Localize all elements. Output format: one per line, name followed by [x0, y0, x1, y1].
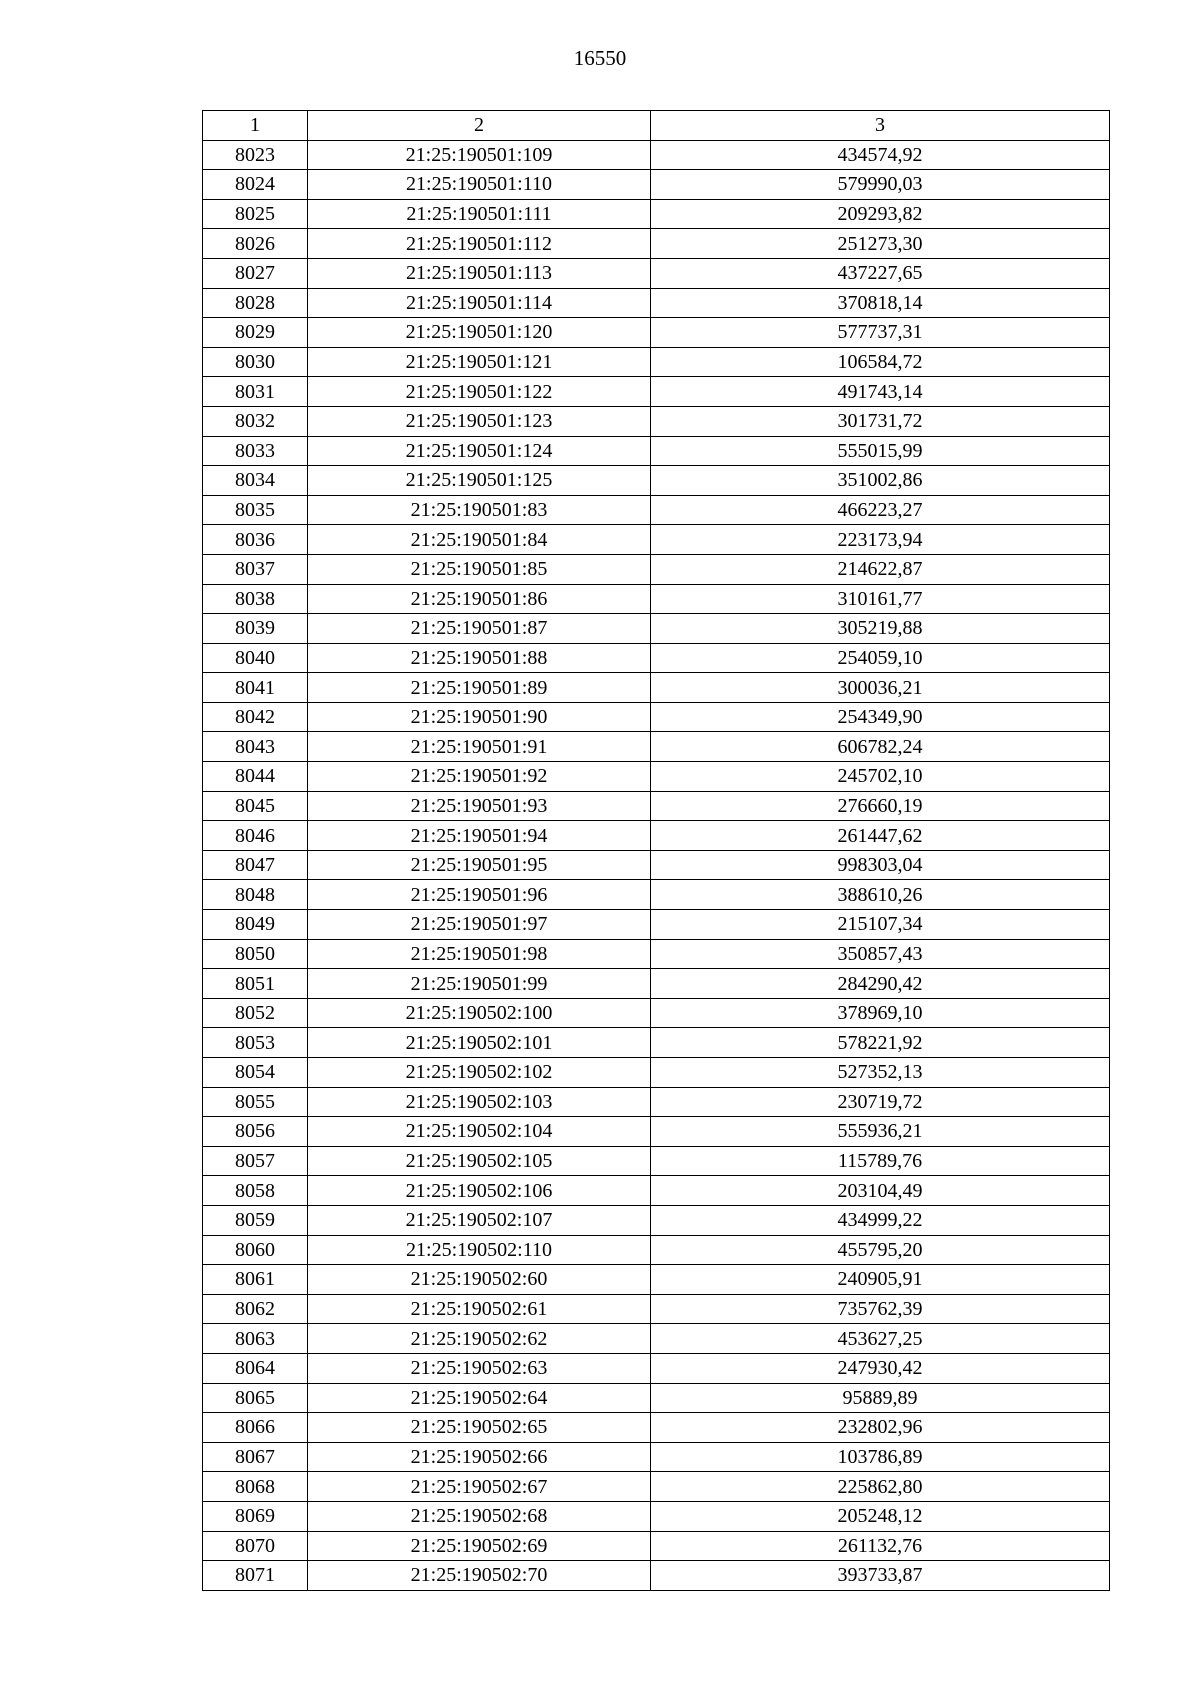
row-number-cell: 8023 [203, 140, 308, 170]
row-number-cell: 8052 [203, 998, 308, 1028]
row-number-cell: 8054 [203, 1058, 308, 1088]
table-row [203, 998, 1110, 1028]
row-number-cell: 8069 [203, 1501, 308, 1531]
cadastral-number-cell: 21:25:190501:109 [308, 140, 651, 170]
value-cell: 247930,42 [651, 1353, 1110, 1383]
row-number-cell: 8063 [203, 1324, 308, 1354]
cadastral-number-cell: 21:25:190501:84 [308, 525, 651, 555]
table-row [203, 406, 1110, 436]
table-row [203, 1265, 1110, 1295]
row-number-cell: 8026 [203, 229, 308, 259]
value-cell: 527352,13 [651, 1058, 1110, 1088]
row-number-cell: 8035 [203, 495, 308, 525]
row-number-cell: 8034 [203, 466, 308, 496]
table-body [203, 140, 1110, 1590]
row-number-cell: 8048 [203, 880, 308, 910]
cadastral-number-cell: 21:25:190502:61 [308, 1294, 651, 1324]
cadastral-number-cell: 21:25:190502:63 [308, 1353, 651, 1383]
value-cell: 393733,87 [651, 1561, 1110, 1591]
value-cell: 735762,39 [651, 1294, 1110, 1324]
value-cell: 998303,04 [651, 850, 1110, 880]
cadastral-number-cell: 21:25:190501:125 [308, 466, 651, 496]
row-number-cell: 8030 [203, 347, 308, 377]
table-row [203, 969, 1110, 999]
table-row [203, 495, 1110, 525]
cadastral-number-cell: 21:25:190502:65 [308, 1413, 651, 1443]
cadastral-number-cell: 21:25:190502:69 [308, 1531, 651, 1561]
table-row [203, 1324, 1110, 1354]
row-number-cell: 8055 [203, 1087, 308, 1117]
value-cell: 251273,30 [651, 229, 1110, 259]
cadastral-number-cell: 21:25:190501:83 [308, 495, 651, 525]
cadastral-number-cell: 21:25:190501:123 [308, 406, 651, 436]
value-cell: 276660,19 [651, 791, 1110, 821]
table-header [203, 111, 1110, 141]
cadastral-number-cell: 21:25:190501:92 [308, 762, 651, 792]
table-row [203, 1561, 1110, 1591]
table-row [203, 1442, 1110, 1472]
value-cell: 261132,76 [651, 1531, 1110, 1561]
row-number-cell: 8070 [203, 1531, 308, 1561]
cadastral-number-cell: 21:25:190501:120 [308, 318, 651, 348]
value-cell: 434574,92 [651, 140, 1110, 170]
value-cell: 305219,88 [651, 614, 1110, 644]
cadastral-number-cell: 21:25:190501:95 [308, 850, 651, 880]
cadastral-number-cell: 21:25:190501:93 [308, 791, 651, 821]
table-row [203, 1205, 1110, 1235]
value-cell: 215107,34 [651, 910, 1110, 940]
row-number-cell: 8056 [203, 1117, 308, 1147]
cadastral-number-cell: 21:25:190501:124 [308, 436, 651, 466]
value-cell: 103786,89 [651, 1442, 1110, 1472]
cadastral-number-cell: 21:25:190501:90 [308, 702, 651, 732]
cadastral-number-cell: 21:25:190502:67 [308, 1472, 651, 1502]
value-cell: 245702,10 [651, 762, 1110, 792]
value-cell: 351002,86 [651, 466, 1110, 496]
cadastral-number-cell: 21:25:190501:114 [308, 288, 651, 318]
value-cell: 203104,49 [651, 1176, 1110, 1206]
value-cell: 254349,90 [651, 702, 1110, 732]
value-cell: 254059,10 [651, 643, 1110, 673]
table-row [203, 288, 1110, 318]
value-cell: 579990,03 [651, 170, 1110, 200]
value-cell: 106584,72 [651, 347, 1110, 377]
table-row [203, 791, 1110, 821]
cadastral-number-cell: 21:25:190502:102 [308, 1058, 651, 1088]
value-cell: 225862,80 [651, 1472, 1110, 1502]
table-row [203, 850, 1110, 880]
row-number-cell: 8053 [203, 1028, 308, 1058]
row-number-cell: 8068 [203, 1472, 308, 1502]
table-row [203, 140, 1110, 170]
cadastral-number-cell: 21:25:190501:122 [308, 377, 651, 407]
cadastral-number-cell: 21:25:190501:97 [308, 910, 651, 940]
cadastral-number-cell: 21:25:190501:112 [308, 229, 651, 259]
table-row [203, 643, 1110, 673]
value-cell: 370818,14 [651, 288, 1110, 318]
cadastral-number-cell: 21:25:190501:110 [308, 170, 651, 200]
value-cell: 209293,82 [651, 199, 1110, 229]
row-number-cell: 8045 [203, 791, 308, 821]
cadastral-number-cell: 21:25:190501:89 [308, 673, 651, 703]
row-number-cell: 8038 [203, 584, 308, 614]
row-number-cell: 8031 [203, 377, 308, 407]
cadastral-number-cell: 21:25:190501:111 [308, 199, 651, 229]
row-number-cell: 8044 [203, 762, 308, 792]
value-cell: 491743,14 [651, 377, 1110, 407]
value-cell: 223173,94 [651, 525, 1110, 555]
row-number-cell: 8071 [203, 1561, 308, 1591]
value-cell: 301731,72 [651, 406, 1110, 436]
row-number-cell: 8062 [203, 1294, 308, 1324]
row-number-cell: 8039 [203, 614, 308, 644]
row-number-cell: 8037 [203, 554, 308, 584]
value-cell: 555936,21 [651, 1117, 1110, 1147]
cadastral-number-cell: 21:25:190502:107 [308, 1205, 651, 1235]
table-row [203, 584, 1110, 614]
table-row [203, 939, 1110, 969]
table-row [203, 910, 1110, 940]
value-cell: 378969,10 [651, 998, 1110, 1028]
row-number-cell: 8059 [203, 1205, 308, 1235]
cadastral-number-cell: 21:25:190501:91 [308, 732, 651, 762]
column-header-2: 2 [308, 111, 651, 141]
table-row [203, 258, 1110, 288]
value-cell: 434999,22 [651, 1205, 1110, 1235]
table-row [203, 821, 1110, 851]
value-cell: 350857,43 [651, 939, 1110, 969]
row-number-cell: 8025 [203, 199, 308, 229]
row-number-cell: 8049 [203, 910, 308, 940]
row-number-cell: 8067 [203, 1442, 308, 1472]
cadastral-number-cell: 21:25:190502:105 [308, 1146, 651, 1176]
row-number-cell: 8060 [203, 1235, 308, 1265]
cadastral-number-cell: 21:25:190501:96 [308, 880, 651, 910]
table-row [203, 554, 1110, 584]
table-row [203, 436, 1110, 466]
cadastral-number-cell: 21:25:190501:98 [308, 939, 651, 969]
table-row [203, 229, 1110, 259]
table-row [203, 1501, 1110, 1531]
row-number-cell: 8027 [203, 258, 308, 288]
table-row [203, 880, 1110, 910]
header-row [203, 111, 1110, 141]
row-number-cell: 8043 [203, 732, 308, 762]
cadastral-number-cell: 21:25:190502:104 [308, 1117, 651, 1147]
table-row [203, 614, 1110, 644]
row-number-cell: 8057 [203, 1146, 308, 1176]
table-row [203, 525, 1110, 555]
cadastral-number-cell: 21:25:190502:70 [308, 1561, 651, 1591]
value-cell: 240905,91 [651, 1265, 1110, 1295]
value-cell: 230719,72 [651, 1087, 1110, 1117]
row-number-cell: 8061 [203, 1265, 308, 1295]
table-row [203, 1472, 1110, 1502]
table-row [203, 1058, 1110, 1088]
value-cell: 232802,96 [651, 1413, 1110, 1443]
cadastral-number-cell: 21:25:190502:101 [308, 1028, 651, 1058]
value-cell: 555015,99 [651, 436, 1110, 466]
row-number-cell: 8042 [203, 702, 308, 732]
cadastral-number-cell: 21:25:190502:62 [308, 1324, 651, 1354]
table-row [203, 1531, 1110, 1561]
cadastral-number-cell: 21:25:190501:113 [308, 258, 651, 288]
value-cell: 115789,76 [651, 1146, 1110, 1176]
row-number-cell: 8047 [203, 850, 308, 880]
row-number-cell: 8024 [203, 170, 308, 200]
data-table [202, 110, 1110, 1591]
table-row [203, 673, 1110, 703]
table-row [203, 732, 1110, 762]
table-row [203, 1028, 1110, 1058]
value-cell: 453627,25 [651, 1324, 1110, 1354]
row-number-cell: 8066 [203, 1413, 308, 1443]
column-header-1: 1 [203, 111, 308, 141]
value-cell: 214622,87 [651, 554, 1110, 584]
row-number-cell: 8065 [203, 1383, 308, 1413]
cadastral-number-cell: 21:25:190502:66 [308, 1442, 651, 1472]
cadastral-number-cell: 21:25:190502:103 [308, 1087, 651, 1117]
table-row [203, 1383, 1110, 1413]
cadastral-number-cell: 21:25:190501:88 [308, 643, 651, 673]
value-cell: 578221,92 [651, 1028, 1110, 1058]
value-cell: 284290,42 [651, 969, 1110, 999]
row-number-cell: 8032 [203, 406, 308, 436]
cadastral-number-cell: 21:25:190502:100 [308, 998, 651, 1028]
table-row [203, 347, 1110, 377]
table-row [203, 1176, 1110, 1206]
cadastral-number-cell: 21:25:190502:110 [308, 1235, 651, 1265]
row-number-cell: 8050 [203, 939, 308, 969]
value-cell: 300036,21 [651, 673, 1110, 703]
row-number-cell: 8036 [203, 525, 308, 555]
cadastral-number-cell: 21:25:190502:64 [308, 1383, 651, 1413]
cadastral-number-cell: 21:25:190501:121 [308, 347, 651, 377]
cadastral-number-cell: 21:25:190502:106 [308, 1176, 651, 1206]
row-number-cell: 8041 [203, 673, 308, 703]
page-number: 16550 [573, 46, 627, 70]
table-row [203, 1087, 1110, 1117]
row-number-cell: 8033 [203, 436, 308, 466]
table-row [203, 199, 1110, 229]
value-cell: 261447,62 [651, 821, 1110, 851]
table-row [203, 1294, 1110, 1324]
value-cell: 577737,31 [651, 318, 1110, 348]
cadastral-number-cell: 21:25:190501:99 [308, 969, 651, 999]
value-cell: 455795,20 [651, 1235, 1110, 1265]
table-row [203, 466, 1110, 496]
row-number-cell: 8064 [203, 1353, 308, 1383]
cadastral-number-cell: 21:25:190501:85 [308, 554, 651, 584]
row-number-cell: 8040 [203, 643, 308, 673]
row-number-cell: 8051 [203, 969, 308, 999]
value-cell: 95889,89 [651, 1383, 1110, 1413]
value-cell: 388610,26 [651, 880, 1110, 910]
table-row [203, 762, 1110, 792]
row-number-cell: 8058 [203, 1176, 308, 1206]
table-row [203, 170, 1110, 200]
value-cell: 437227,65 [651, 258, 1110, 288]
column-header-3: 3 [651, 111, 1110, 141]
table-row [203, 318, 1110, 348]
table-row [203, 1353, 1110, 1383]
row-number-cell: 8028 [203, 288, 308, 318]
cadastral-number-cell: 21:25:190502:60 [308, 1265, 651, 1295]
table-row [203, 1413, 1110, 1443]
cadastral-number-cell: 21:25:190501:94 [308, 821, 651, 851]
cadastral-number-cell: 21:25:190502:68 [308, 1501, 651, 1531]
cadastral-number-cell: 21:25:190501:86 [308, 584, 651, 614]
table-row [203, 702, 1110, 732]
value-cell: 205248,12 [651, 1501, 1110, 1531]
value-cell: 466223,27 [651, 495, 1110, 525]
value-cell: 310161,77 [651, 584, 1110, 614]
table-row [203, 1117, 1110, 1147]
table-row [203, 1235, 1110, 1265]
row-number-cell: 8029 [203, 318, 308, 348]
cadastral-number-cell: 21:25:190501:87 [308, 614, 651, 644]
table-row [203, 1146, 1110, 1176]
table-row [203, 377, 1110, 407]
value-cell: 606782,24 [651, 732, 1110, 762]
row-number-cell: 8046 [203, 821, 308, 851]
